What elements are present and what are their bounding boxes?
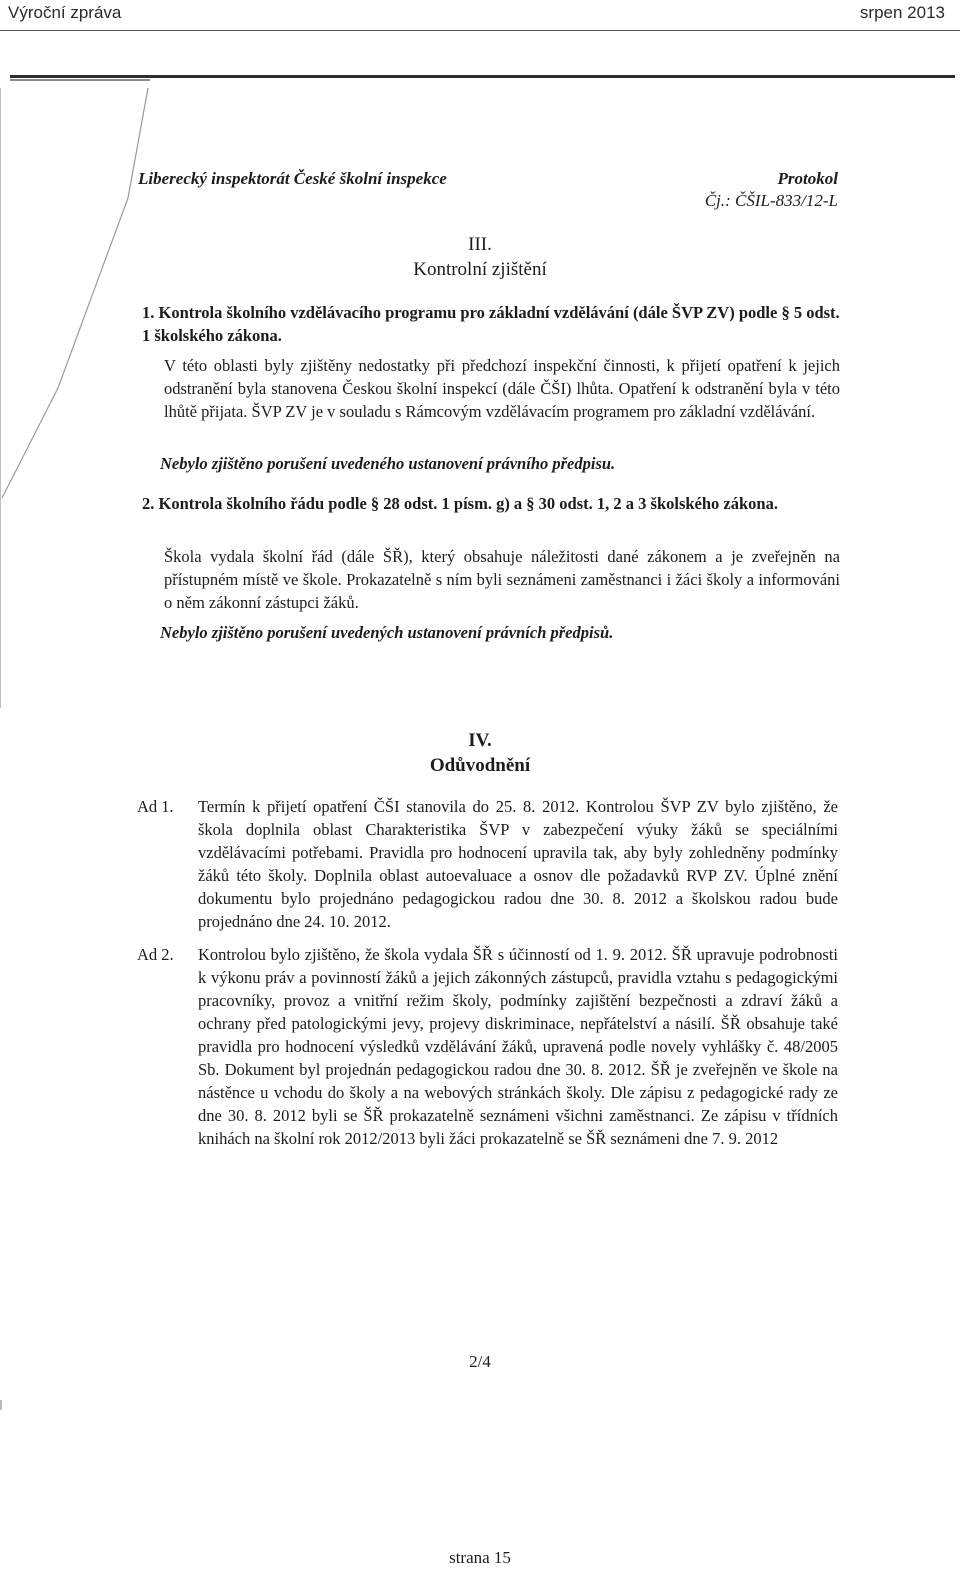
ad-1-text: Termín k přijetí opatření ČŠI stanovila do 25. 8. 2012. Kontrolou ŠVP ZV bylo zjištěno, že škola doplnila oblast Charakteristika ŠVP v zabezpečení výuky žáků se speciálními vzdělávacími potřebami. Pravidla pro hodnocení upravila tak, aby byly zohledněny podmínky žáků této školy. Doplnila oblast autoevaluace a osnov dle požadavků RVP ZV. Úplné znění dokumentu bylo projednáno pedagogickou radou dne 30. 8. 2012 a školskou radou bude projednáno dne 24. 10. 2012. <box>198 797 838 931</box>
ad-2-text: Kontrolou bylo zjištěno, že škola vydala ŠŘ s účinností od 1. 9. 2012. ŠŘ upravuje podrobnosti k výkonu práv a povinností žáků a jejich zákonných zástupců, pravidla vztahu s pedagogickými pracovníky, provoz a vnitřní režim školy, podmínky zajištění bezpečnosti a zdraví žáků a ochrany před patologickými jevy, projevy diskriminace, nepřátelství a násilí. ŠŘ obsahuje také pravidla pro hodnocení výsledků vzdělávání žáků, upravená podle novely vyhlášky č. 48/2005 Sb. Dokument byl projednán pedagogickou radou dne 30. 8. 2012. ŠŘ je zveřejněn ve škole na nástěnce u vchodu do školy a na webových stránkách školy. Dle zápisu z pedagogické rady ze dne 30. 8. 2012 byli se ŠŘ prokazatelně seznámeni všichni zaměstnanci. Ze zápisu v třídních knihách na školní rok 2012/2013 byli žáci prokazatelně se ŠŘ seznámeni dne 7. 9. 2012 <box>198 945 838 1148</box>
item-1-conclusion: Nebylo zjištěno porušení uvedeného ustanovení právního předpisu. <box>160 454 616 473</box>
section-3-title: Kontrolní zjištění <box>413 259 547 280</box>
ad-1-label: Ad 1. <box>137 797 174 816</box>
report-title: Výroční zpráva <box>8 3 122 22</box>
scanned-page-number: 2/4 <box>469 1352 491 1371</box>
reference-number: Čj.: ČŠIL-833/12-L <box>704 191 838 210</box>
item-2-conclusion: Nebylo zjištěno porušení uvedených ustanovení právních předpisů. <box>160 623 614 642</box>
item-2-heading: 2. Kontrola školního řádu podle § 28 odst. 1 písm. g) a § 30 odst. 1, 2 a 3 školského zákona. <box>142 494 778 513</box>
section-4-numeral: IV. <box>468 730 492 751</box>
scan-top-edge-shadow <box>10 79 150 81</box>
inspectorate-name: Liberecký inspektorát České školní inspekce <box>138 169 447 188</box>
item-1-heading: 1. Kontrola školního vzdělávacího programu pro základní vzdělávání (dále ŠVP ZV) podle § 5 odst. 1 školského zákona. <box>142 303 840 345</box>
section-4-title: Odůvodnění <box>429 755 531 776</box>
report-date: srpen 2013 <box>859 3 945 22</box>
page-footer: strana 15 <box>449 1548 511 1567</box>
page-header <box>0 0 960 31</box>
item-1-text: V této oblasti byly zjištěny nedostatky při předchozí inspekční činnosti, k přijetí opatření k jejich odstranění byla stanovena Českou školní inspekcí (dále ČŠI) lhůta. Opatření k odstranění byla v této lhůtě přijata. ŠVP ZV je v souladu s Rámcovým vzdělávacím programem pro základní vzdělávání. <box>164 356 840 421</box>
ad-2-label: Ad 2. <box>137 945 174 964</box>
protocol-label: Protokol <box>777 169 838 188</box>
item-2-text: Škola vydala školní řád (dále ŠŘ), který obsahuje náležitosti dané zákonem a je zveřejněn na přístupném místě ve škole. Prokazatelně s ním byli seznámeni zaměstnanci i žáci školy a informováni o něm zákonní zástupci žáků. <box>164 547 840 612</box>
section-3-numeral: III. <box>468 234 492 255</box>
scan-bottom-mark <box>0 1400 2 1410</box>
scan-top-edge <box>10 75 955 78</box>
